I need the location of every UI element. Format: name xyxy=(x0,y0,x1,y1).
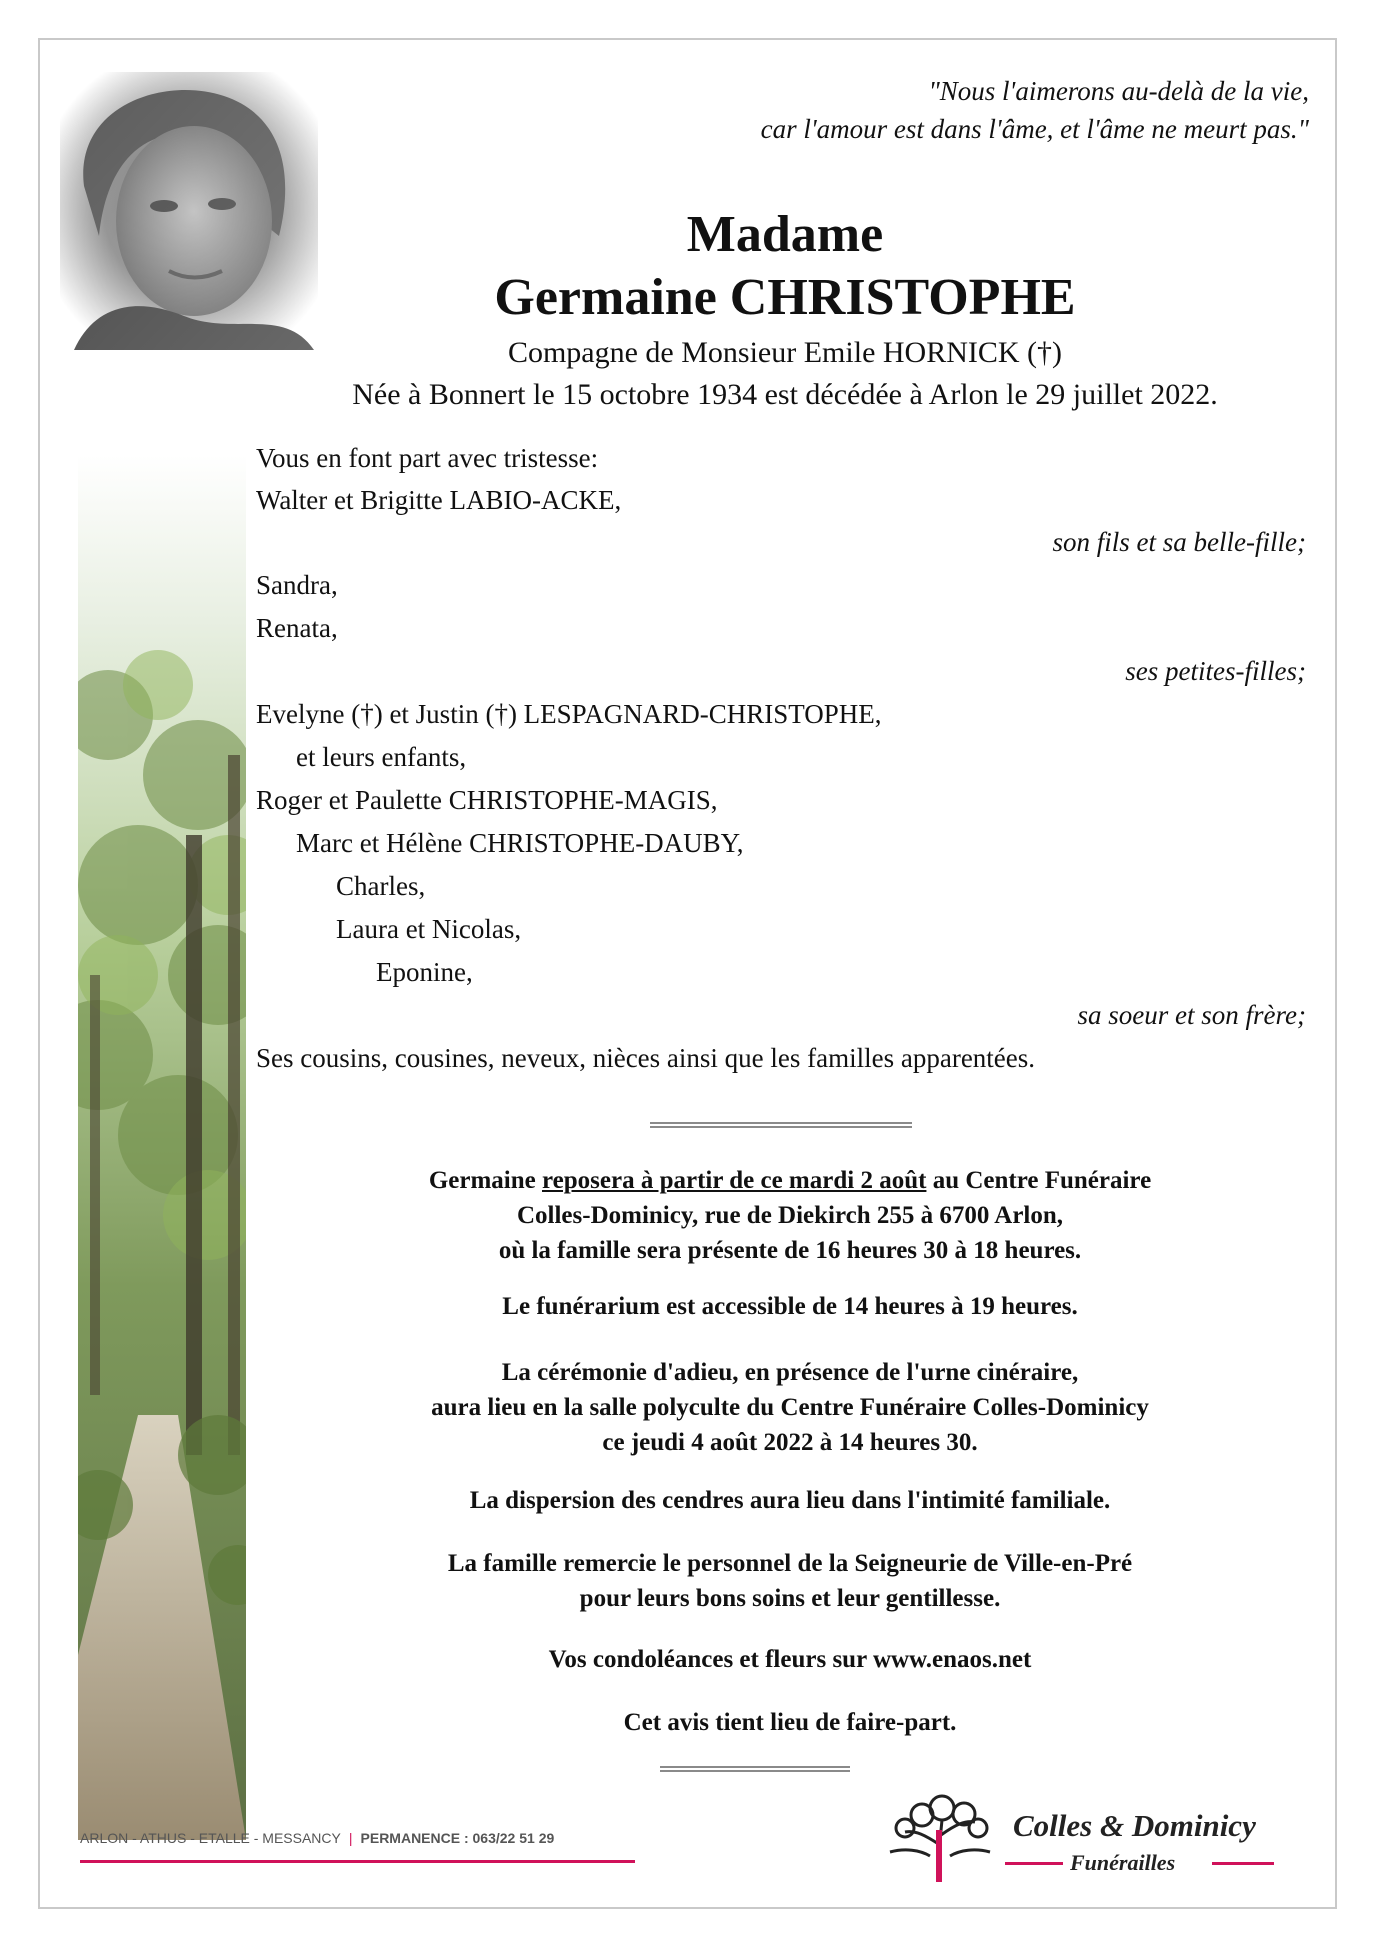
permanence-phone: PERMANENCE : 063/22 51 29 xyxy=(360,1830,555,1846)
relation-label: son fils et sa belle-fille; xyxy=(1052,527,1306,557)
honorific: Madame xyxy=(686,206,884,263)
ceremony-info xyxy=(300,1355,1280,1460)
thanks-line: pour leurs bons soins et leur gentillesse. xyxy=(579,1585,1001,1612)
visitation-date: reposera à partir de ce mardi 2 août xyxy=(542,1167,927,1194)
logo-wordmark: Colles & Dominicy xyxy=(1013,1808,1256,1843)
birth-death-line: Née à Bonnert le 15 octobre 1934 est décédée à Arlon le 29 juillet 2022. xyxy=(352,378,1218,411)
divider xyxy=(660,1766,850,1772)
visitation-line: où la famille sera présente de 16 heures 30 à 18 heures. xyxy=(498,1237,1082,1264)
epigraph-quote xyxy=(509,72,1309,148)
family-line: Marc et Hélène CHRISTOPHE-DAUBY, xyxy=(296,828,744,858)
family-line: Evelyne (†) et Justin (†) LESPAGNARD-CHRISTOPHE, xyxy=(256,699,882,729)
footer-separator: | xyxy=(348,1830,353,1846)
divider xyxy=(650,1122,912,1128)
family-line: et leurs enfants, xyxy=(296,742,467,772)
visitation-info xyxy=(300,1163,1280,1268)
forest-path-image xyxy=(78,455,246,1840)
visitation-text: Germaine xyxy=(428,1167,542,1194)
ceremony-line: La cérémonie d'adieu, en présence de l'urne cinéraire, xyxy=(501,1359,1079,1386)
relation-label: sa soeur et son frère; xyxy=(1077,1000,1306,1030)
visitation-text: au Centre Funéraire xyxy=(926,1167,1152,1194)
footer-contact xyxy=(80,1830,554,1846)
family-line: Laura et Nicolas, xyxy=(336,914,522,944)
logo-accent-line xyxy=(1212,1862,1274,1865)
logo-accent-line xyxy=(1005,1862,1063,1865)
family-line: Walter et Brigitte LABIO-ACKE, xyxy=(256,485,622,515)
family-line: Eponine, xyxy=(376,957,473,987)
family-line: Ses cousins, cousines, neveux, nièces ainsi que les familles apparentées. xyxy=(256,1043,1036,1073)
logo-subtitle: Funérailles xyxy=(1070,1850,1176,1875)
funerarium-hours: Le funérarium est accessible de 14 heures à 19 heures. xyxy=(502,1293,1078,1320)
thanks-line: La famille remercie le personnel de la Seigneurie de Ville-en-Pré xyxy=(447,1550,1133,1577)
deceased-name: Germaine CHRISTOPHE xyxy=(494,269,1076,326)
ceremony-line: aura lieu en la salle polyculte du Centre Funéraire Colles-Dominicy xyxy=(431,1394,1149,1421)
relation-label: ses petites-filles; xyxy=(1125,656,1306,686)
dispersion-info: La dispersion des cendres aura lieu dans l'intimité familiale. xyxy=(469,1487,1111,1514)
quote-line: car l'amour est dans l'âme, et l'âme ne meurt pas." xyxy=(760,114,1309,144)
company-logo xyxy=(880,1790,1300,1890)
family-line: Sandra, xyxy=(256,570,338,600)
family-intro: Vous en font part avec tristesse: xyxy=(256,443,599,473)
thanks-info xyxy=(300,1546,1280,1616)
locations-text: ARLON - ATHUS - ETALLE - MESSANCY xyxy=(80,1830,341,1846)
tree-logo-icon xyxy=(880,1790,1000,1890)
notice-statement: Cet avis tient lieu de faire-part. xyxy=(623,1709,957,1736)
portrait-photo xyxy=(54,66,324,350)
family-line: Renata, xyxy=(256,613,338,643)
visitation-line: Colles-Dominicy, rue de Diekirch 255 à 6700 Arlon, xyxy=(516,1202,1064,1229)
footer-accent-line xyxy=(80,1860,635,1863)
quote-line: "Nous l'aimerons au-delà de la vie, xyxy=(928,76,1309,106)
companion-line: Compagne de Monsieur Emile HORNICK (†) xyxy=(507,336,1063,369)
family-line: Charles, xyxy=(336,871,426,901)
condolences-info: Vos condoléances et fleurs sur www.enaos.net xyxy=(548,1646,1032,1673)
family-line: Roger et Paulette CHRISTOPHE-MAGIS, xyxy=(256,785,718,815)
ceremony-line: ce jeudi 4 août 2022 à 14 heures 30. xyxy=(602,1429,978,1456)
